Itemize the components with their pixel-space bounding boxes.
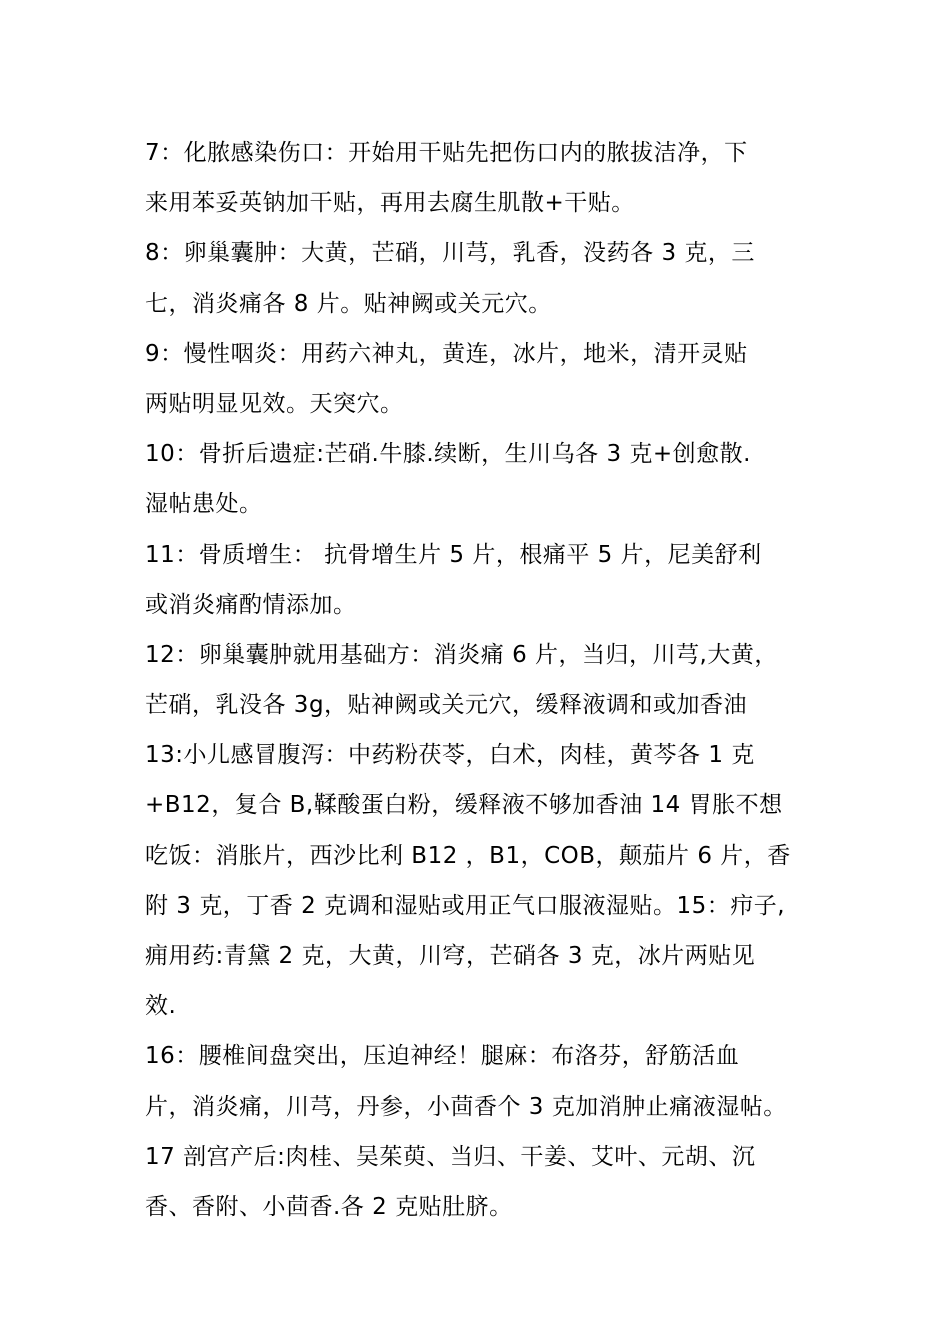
text-line: +B12，复合 B,鞣酸蛋白粉，缓释液不够加香油 14 胃胀不想 <box>145 792 783 819</box>
text-body <box>145 128 815 1232</box>
text-line: 17 剖宫产后:肉桂、吴茱萸、当归、干姜、艾叶、元胡、沉 <box>145 1143 756 1170</box>
text-line: 片，消炎痛，川芎，丹参，小茴香个 3 克加消肿止痛液湿帖。 <box>145 1093 787 1120</box>
text-line: 吃饭：消胀片，西沙比利 B12 ，B1，COB，颠茄片 6 片，香 <box>145 842 791 869</box>
text-line: 湿帖患处。 <box>145 491 263 518</box>
text-line: 来用苯妥英钠加干贴，再用去腐生肌散+干贴。 <box>145 190 635 217</box>
text-line: 七，消炎痛各 8 片。贴神阙或关元穴。 <box>145 290 552 317</box>
text-line: 7：化脓感染伤口：开始用干贴先把伤口内的脓拔洁净，下 <box>145 140 748 166</box>
text-line: 13:小儿感冒腹泻：中药粉茯苓，白术，肉桂，黄芩各 1 克 <box>145 742 755 769</box>
text-line: 效. <box>145 993 177 1020</box>
text-line: 8：卵巢囊肿：大黄，芒硝，川芎，乳香，没药各 3 克，三 <box>145 240 755 267</box>
text-line: 16：腰椎间盘突出，压迫神经！腿麻：布洛芬，舒筋活血 <box>145 1043 740 1070</box>
text-line: 附 3 克，丁香 2 克调和湿贴或用正气口服液湿贴。15：疖子, <box>145 892 786 919</box>
text-line: 芒硝，乳没各 3g，贴神阙或关元穴，缓释液调和或加香油 <box>145 692 748 719</box>
text-line: 11：骨质增生： 抗骨增生片 5 片，根痛平 5 片，尼美舒利 <box>145 541 762 568</box>
text-line: 香、香附、小茴香.各 2 克贴肚脐。 <box>145 1193 513 1220</box>
text-line: 两贴明显见效。天突穴。 <box>145 390 404 417</box>
text-line: 9：慢性咽炎：用药六神丸，黄连，冰片，地米，清开灵贴 <box>145 340 748 367</box>
text-line: 痈用药:青黛 2 克，大黄，川穹，芒硝各 3 克，冰片两贴见 <box>145 943 756 969</box>
text-line: 10：骨折后遗症:芒硝.牛膝.续断，生川乌各 3 克+创愈散. <box>145 441 751 468</box>
text-line: 或消炎痛酌情添加。 <box>145 591 357 618</box>
text-line: 12：卵巢囊肿就用基础方：消炎痛 6 片，当归，川芎,大黄， <box>145 641 778 668</box>
